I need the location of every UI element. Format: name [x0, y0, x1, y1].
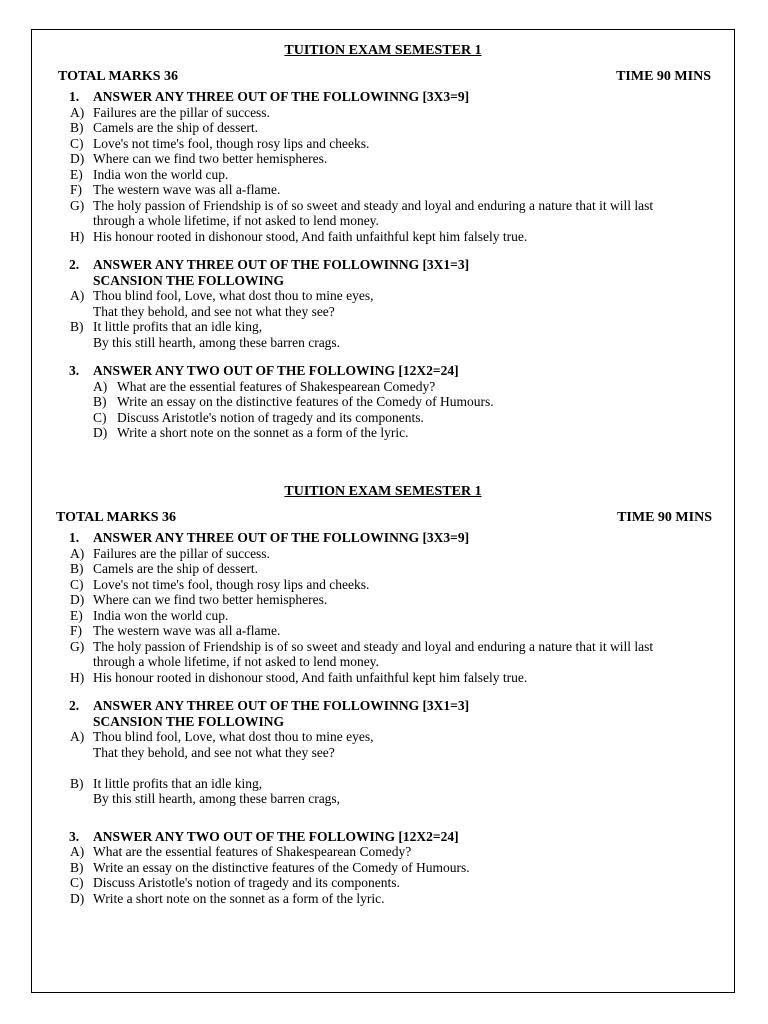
question-item [0, 670, 768, 686]
question-text: Where can we find two better hemispheres. [93, 151, 328, 166]
section-heading [0, 698, 768, 714]
question-item [0, 136, 768, 152]
section-number: 3. [69, 828, 80, 844]
question-label: D) [70, 151, 85, 166]
question-item [0, 844, 768, 860]
exam-title: TUITION EXAM SEMESTER 1 [284, 43, 482, 58]
question-text: Camels are the ship of dessert. [93, 561, 258, 576]
question-text: The western wave was all a-flame. [93, 182, 281, 197]
question-label: A) [70, 545, 85, 561]
section-title: ANSWER ANY TWO OUT OF THE FOLLOWING [12X2=24] [93, 828, 459, 844]
section-number: 1. [69, 530, 80, 545]
question-item [0, 379, 768, 395]
question-label: E) [70, 166, 83, 182]
question-label: A) [70, 844, 85, 859]
section-1 [0, 89, 768, 244]
question-item [0, 394, 768, 410]
verse-item [0, 729, 768, 745]
section-number: 3. [69, 363, 80, 378]
verse-line: That they behold, and see not what they see? [93, 303, 335, 319]
question-item [0, 151, 768, 167]
section-heading [0, 829, 768, 845]
question-item [0, 198, 768, 229]
question-text: Discuss Aristotle's notion of tragedy and its components. [93, 875, 400, 890]
question-text: Write a short note on the sonnet as a form of the lyric. [93, 890, 385, 906]
question-text: Discuss Aristotle's notion of tragedy and its components. [117, 409, 424, 425]
question-item [0, 425, 768, 441]
section-heading [0, 257, 768, 273]
question-label: B) [70, 775, 84, 791]
total-marks: TOTAL MARKS 36 [56, 510, 177, 525]
question-item [0, 639, 768, 670]
section-heading [0, 89, 768, 105]
question-text: Write an essay on the distinctive features of the Comedy of Humours. [117, 394, 494, 409]
section-heading [0, 363, 768, 379]
section-number: 2. [69, 257, 80, 272]
question-label: C) [70, 135, 84, 151]
question-item [0, 860, 768, 876]
question-item [0, 561, 768, 577]
question-item [0, 875, 768, 891]
section-title: ANSWER ANY TWO OUT OF THE FOLLOWING [12X2=24] [93, 363, 459, 378]
question-label: G) [70, 638, 85, 654]
exam-paper-1 [0, 42, 768, 441]
verse-line: It little profits that an idle king, [93, 319, 263, 334]
question-text: The holy passion of Friendship is of so sweet and steady and loyal and enduring a nature that it will last through a whole lifetime, if not asked to lend money. [93, 197, 654, 228]
question-text: Write a short note on the sonnet as a form of the lyric. [117, 425, 409, 440]
verse-line: Thou blind fool, Love, what dost thou to mine eyes, [93, 729, 374, 744]
section-number: 2. [69, 698, 80, 713]
verse-continuation [0, 335, 768, 351]
question-label: A) [70, 729, 85, 744]
section-1 [0, 530, 768, 685]
question-item [0, 229, 768, 245]
question-text: Camels are the ship of dessert. [93, 120, 258, 135]
question-label: D) [70, 592, 85, 607]
exam-paper-2 [0, 483, 768, 906]
verse-line: It little profits that an idle king, [93, 775, 263, 791]
section-number: 1. [69, 89, 80, 104]
verse-line: By this still hearth, among these barren crags. [93, 334, 341, 350]
question-label: H) [70, 228, 85, 244]
question-text: Failures are the pillar of success. [93, 545, 270, 561]
question-label: B) [93, 394, 107, 409]
question-item [0, 546, 768, 562]
question-text: Love's not time's fool, though rosy lips and cheeks. [93, 135, 370, 151]
question-label: H) [70, 669, 85, 685]
question-label: A) [93, 378, 108, 394]
question-label: B) [70, 859, 84, 875]
verse-line: That they behold, and see not what they see? [93, 744, 335, 760]
question-label: D) [93, 425, 108, 440]
section-subheading: SCANSION THE FOLLOWING [93, 713, 285, 729]
verse-item [0, 776, 768, 792]
section-2 [0, 698, 768, 807]
question-text: The western wave was all a-flame. [93, 623, 281, 638]
question-item [0, 623, 768, 639]
section-title: ANSWER ANY THREE OUT OF THE FOLLOWINNG [3X3=9] [93, 89, 470, 104]
question-label: C) [70, 576, 84, 592]
question-text: Failures are the pillar of success. [93, 104, 270, 120]
question-item [0, 182, 768, 198]
question-item [0, 577, 768, 593]
question-item [0, 105, 768, 121]
verse-line: Thou blind fool, Love, what dost thou to mine eyes, [93, 288, 374, 303]
section-title: ANSWER ANY THREE OUT OF THE FOLLOWINNG [3X1=3] [93, 698, 470, 713]
question-text: Love's not time's fool, though rosy lips and cheeks. [93, 576, 370, 592]
marks-time-row [0, 68, 768, 86]
question-item [0, 592, 768, 608]
section-3 [0, 363, 768, 441]
question-item [0, 120, 768, 136]
question-text: Write an essay on the distinctive features of the Comedy of Humours. [93, 859, 470, 875]
question-label: A) [70, 288, 85, 303]
section-subheading: SCANSION THE FOLLOWING [93, 272, 285, 288]
question-text: India won the world cup. [93, 607, 229, 623]
question-text: His honour rooted in dishonour stood, And faith unfaithful kept him falsely true. [93, 669, 528, 685]
question-item [0, 410, 768, 426]
verse-line: By this still hearth, among these barren crags, [93, 791, 341, 806]
question-item [0, 891, 768, 907]
section-3 [0, 829, 768, 907]
section-2 [0, 257, 768, 350]
question-label: B) [70, 561, 84, 576]
total-marks: TOTAL MARKS 36 [58, 69, 179, 84]
verse-continuation [0, 745, 768, 761]
question-label: E) [70, 607, 83, 623]
section-heading [0, 530, 768, 546]
exam-time: TIME 90 MINS [616, 69, 711, 84]
verse-continuation [0, 791, 768, 807]
question-text: India won the world cup. [93, 166, 229, 182]
blank-line [0, 760, 768, 776]
question-label: D) [70, 890, 85, 906]
question-label: F) [70, 182, 83, 197]
section-title: ANSWER ANY THREE OUT OF THE FOLLOWINNG [3X1=3] [93, 257, 470, 272]
verse-item [0, 288, 768, 304]
question-text: The holy passion of Friendship is of so sweet and steady and loyal and enduring a nature that it will last through a whole lifetime, if not asked to lend money. [93, 638, 654, 669]
question-label: B) [70, 120, 84, 135]
question-label: C) [93, 409, 107, 425]
question-item [0, 167, 768, 183]
exam-time: TIME 90 MINS [617, 510, 712, 525]
question-label: A) [70, 104, 85, 120]
verse-continuation [0, 304, 768, 320]
question-text: What are the essential features of Shakespearean Comedy? [117, 378, 436, 394]
verse-item [0, 319, 768, 335]
section-title: ANSWER ANY THREE OUT OF THE FOLLOWINNG [3X3=9] [93, 530, 470, 545]
question-label: G) [70, 197, 85, 213]
exam-title: TUITION EXAM SEMESTER 1 [284, 484, 482, 499]
question-text: Where can we find two better hemispheres. [93, 592, 328, 607]
question-label: F) [70, 623, 83, 638]
question-label: B) [70, 319, 84, 334]
question-label: C) [70, 875, 84, 890]
marks-time-row [0, 509, 768, 527]
question-text: What are the essential features of Shakespearean Comedy? [93, 844, 412, 859]
question-text: His honour rooted in dishonour stood, And faith unfaithful kept him falsely true. [93, 228, 528, 244]
question-item [0, 608, 768, 624]
